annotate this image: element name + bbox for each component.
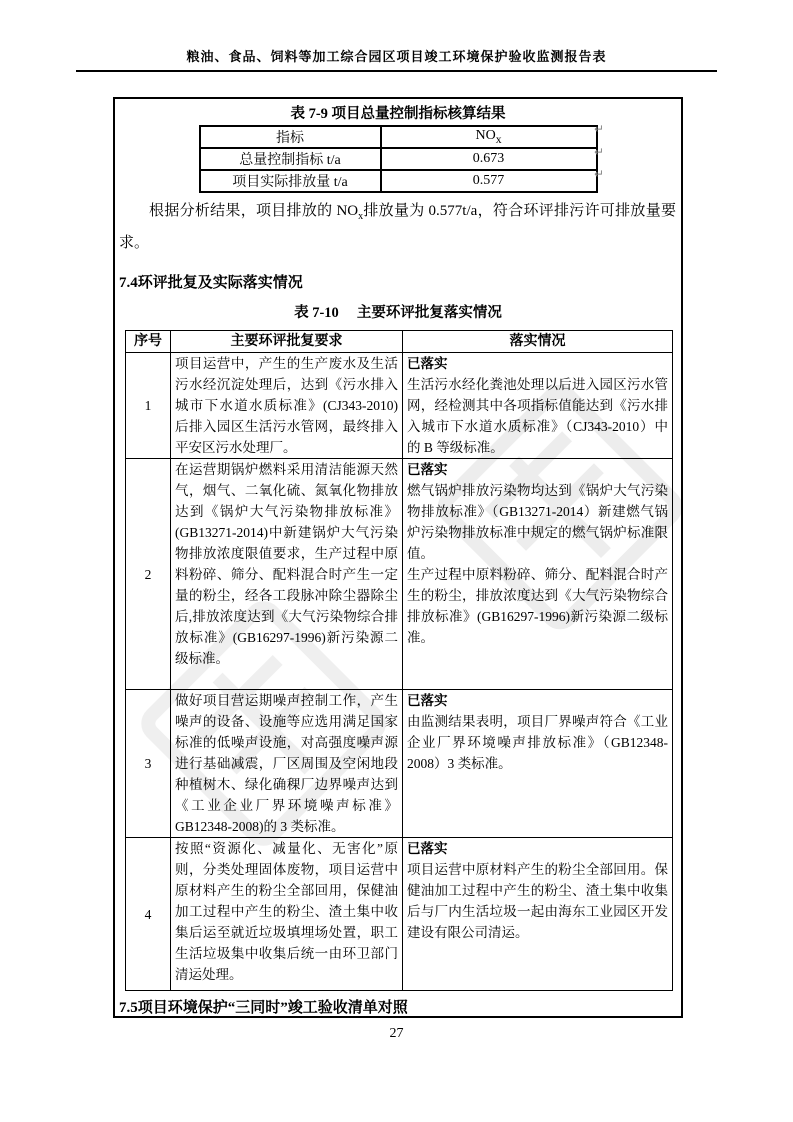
row-seq: 1	[126, 353, 171, 459]
row-implementation	[403, 838, 673, 991]
page-number: 27	[389, 1026, 404, 1041]
row-implementation	[403, 690, 673, 838]
impl-paragraph: 燃气锅炉排放污染物均达到《锅炉大气污染物排放标准》（GB13271-2014）新建燃气锅炉污染物排放标准中规定的燃气锅炉标准限值。	[407, 483, 668, 561]
t79-label-actual-emission: 项目实际排放量 t/a	[200, 170, 381, 192]
table-7-10	[125, 330, 673, 991]
row-seq: 3	[126, 690, 171, 838]
impl-paragraph: 项目运营中原材料产生的粉尘全部回用。保健油加工过程中产生的粉尘、渣土集中收集后与厂内生活垃圾一起由海东工业园区开发建设有限公司清运。	[407, 862, 668, 940]
analysis-text-sub: x	[358, 211, 364, 222]
table-row	[126, 838, 673, 991]
analysis-paragraph	[119, 198, 676, 256]
section-7-5-heading: 7.5项目环境保护“三同时”竣工验收清单对照	[119, 1000, 408, 1016]
row-requirement: 项目运营中，产生的生产废水及生活污水经沉淀处理后，达到《污水排入城市下水道水质标准》(CJ343-2010)后排入园区生活污水管网，最终排入平安区污水处理厂。	[171, 353, 403, 459]
t79-header-pollutant	[381, 126, 597, 148]
t710-header-implementation: 落实情况	[403, 331, 673, 353]
content-border-box	[113, 97, 683, 1018]
row-requirement: 按照“资源化、减量化、无害化”原则，分类处理固体废物，项目运营中原材料产生的粉尘全部回用，保健油加工过程中产生的粉尘、渣土集中收集后运至就近垃圾填埋场处置，职工生活垃圾集中收集后统一由环卫部门清运处理。	[171, 838, 403, 991]
t79-value-total-control: 0.673	[381, 148, 597, 170]
impl-status-label: 已落实	[407, 841, 448, 856]
pollutant-subscript: x	[495, 132, 502, 146]
section-7-4-heading: 7.4环评批复及实际落实情况	[119, 275, 303, 291]
table-row	[126, 353, 673, 459]
paragraph-mark-icon: ↵	[594, 167, 605, 181]
paragraph-mark-icon: ↵	[594, 145, 605, 159]
table-row	[200, 170, 597, 192]
impl-paragraph: 生活污水经化粪池处理以后进入园区污水管网，经检测其中各项指标值能达到《污水排入城市下水道水质标准》（CJ343-2010）中的 B 等级标准。	[407, 377, 668, 455]
paragraph-mark-icon: ↵	[594, 122, 605, 136]
row-implementation	[403, 353, 673, 459]
row-implementation	[403, 459, 673, 690]
table-row	[126, 690, 673, 838]
t79-header-indicator: 指标	[200, 126, 381, 148]
impl-paragraph: 由监测结果表明，项目厂界噪声符合《工业企业厂界环境噪声排放标准》（GB12348-2008）3 类标准。	[407, 714, 668, 771]
table-row	[126, 459, 673, 690]
impl-status-label: 已落实	[407, 356, 448, 371]
analysis-text-after: 排放量为 0.577t/a，符合环评排污许可排放量要求。	[119, 203, 676, 251]
t710-header-seq: 序号	[126, 331, 171, 353]
table-7-9-title: 表 7-9 项目总量控制指标核算结果	[290, 106, 506, 122]
impl-paragraph: 生产过程中原料粉碎、筛分、配料混合时产生的粉尘，排放浓度达到《大气污染物综合排放标准》(GB16297-1996)新污染源二级标准。	[407, 567, 668, 645]
row-seq: 2	[126, 459, 171, 690]
table-7-10-title: 表 7-10 主要环评批复落实情况	[294, 305, 502, 321]
running-header-title: 粮油、食品、饲料等加工综合园区项目竣工环境保护验收监测报告表	[186, 49, 607, 64]
t710-header-requirement: 主要环评批复要求	[171, 331, 403, 353]
row-seq: 4	[126, 838, 171, 991]
pollutant-base: NO	[475, 128, 496, 144]
header-rule	[76, 70, 717, 72]
t79-value-actual-emission: 0.577	[381, 170, 597, 192]
table-header-row	[126, 331, 673, 353]
table-row	[200, 148, 597, 170]
analysis-text-before: 根据分析结果，项目排放的 NO	[149, 203, 359, 219]
t79-label-total-control: 总量控制指标 t/a	[200, 148, 381, 170]
table-row	[200, 126, 597, 148]
impl-status-label: 已落实	[407, 693, 448, 708]
table-7-9	[199, 125, 598, 193]
row-requirement: 在运营期锅炉燃料采用清洁能源天然气，烟气、二氧化硫、氮氧化物排放达到《锅炉大气污染物排放标准》(GB13271-2014)中新建锅炉大气污染物排放浓度限值要求，生产过程中原料粉碎、筛分、配料混合时产生一定量的粉尘，经各工段脉冲除尘器除尘后,排放浓度达到《大气污染物综合排放标准》(GB16297-1996)新污染源二级标准。	[171, 459, 403, 690]
impl-status-label: 已落实	[407, 462, 448, 477]
row-requirement: 做好项目营运期噪声控制工作，产生噪声的设备、设施等应选用满足国家标准的低噪声设施，对高强度噪声源进行基础减震，厂区周围及空闲地段种植树木、绿化确稞厂边界噪声达到《工业企业厂界环境噪声标准》GB12348-2008)的 3 类标准。	[171, 690, 403, 838]
